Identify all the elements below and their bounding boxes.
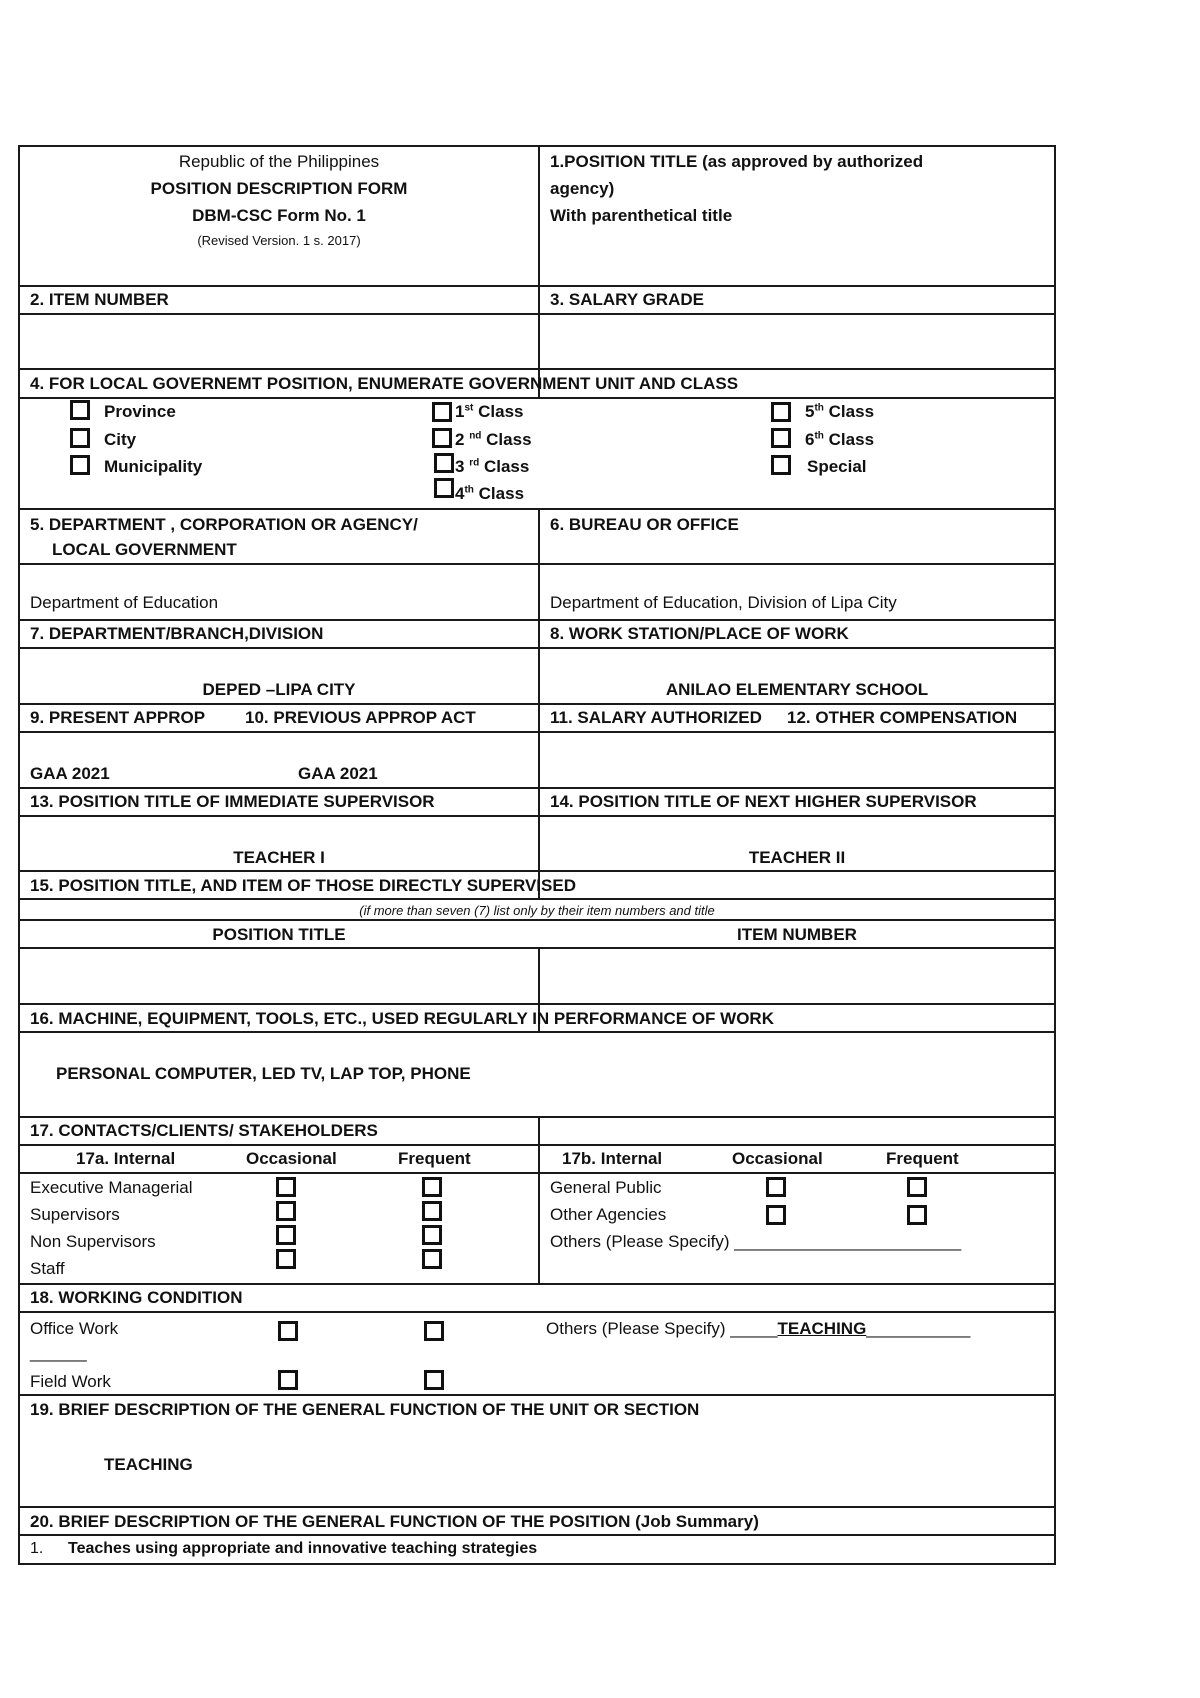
position-description-form	[18, 145, 1056, 1565]
supervised-note: (if more than seven (7) list only by their item numbers and title	[359, 903, 715, 918]
occasional-b-header: Occasional	[732, 1149, 823, 1168]
frequent-a-header: Frequent	[398, 1149, 471, 1168]
class-2-label: 2 $^{nd}$ Class	[455, 430, 532, 449]
class-5-label: 5th Class	[805, 402, 875, 421]
general-public-occasional-checkbox[interactable]	[766, 1177, 786, 1197]
row-divider	[20, 870, 1054, 872]
other-agencies-frequent-checkbox[interactable]	[907, 1205, 927, 1225]
present-approp-value: GAA 2021	[30, 764, 110, 783]
occasional-a-header: Occasional	[246, 1149, 337, 1168]
contact-b-other-agencies: Other Agencies	[550, 1205, 667, 1224]
office-work-occasional-checkbox[interactable]	[278, 1321, 298, 1341]
class-6-label: 6th Class	[805, 430, 875, 449]
form-number: DBM-CSC Form No. 1	[192, 206, 366, 225]
class-3-checkbox[interactable]	[434, 453, 454, 473]
non-supervisors-frequent-checkbox[interactable]	[422, 1225, 442, 1245]
row-divider	[20, 1506, 1054, 1508]
city-label: City	[104, 430, 137, 449]
province-checkbox[interactable]	[70, 400, 90, 420]
city-checkbox[interactable]	[70, 428, 90, 448]
job-summary-item-text: Teaches using appropriate and innovative teaching strategies	[68, 1540, 538, 1557]
row-divider	[20, 1283, 1054, 1285]
row-divider	[20, 703, 1054, 705]
revision-text: (Revised Version. 1 s. 2017)	[197, 233, 361, 248]
job-summary-label: 20. BRIEF DESCRIPTION OF THE GENERAL FUNCTION OF THE POSITION (Job Summary)	[30, 1512, 759, 1531]
column-divider	[538, 1116, 540, 1283]
row-divider	[20, 1394, 1054, 1396]
contact-a-executive: Executive Managerial	[30, 1178, 193, 1197]
immediate-supervisor-value: TEACHER I	[233, 848, 325, 867]
office-work-label: Office Work	[30, 1319, 119, 1338]
province-label: Province	[104, 402, 176, 421]
staff-frequent-checkbox[interactable]	[422, 1249, 442, 1269]
workstation-value: ANILAO ELEMENTARY SCHOOL	[665, 680, 929, 699]
row-divider	[20, 368, 1054, 370]
other-agencies-occasional-checkbox[interactable]	[766, 1205, 786, 1225]
row-divider	[20, 1172, 1054, 1174]
row-divider	[20, 1031, 1054, 1033]
executive-occasional-checkbox[interactable]	[276, 1177, 296, 1197]
position-title-column-header: POSITION TITLE	[212, 925, 346, 944]
contact-a-supervisors: Supervisors	[30, 1205, 120, 1224]
class-2-checkbox[interactable]	[432, 428, 452, 448]
field-work-occasional-checkbox[interactable]	[278, 1370, 298, 1390]
non-supervisors-occasional-checkbox[interactable]	[276, 1225, 296, 1245]
field-work-label: Field Work	[30, 1372, 111, 1391]
contact-b-general-public: General Public	[550, 1178, 662, 1197]
position-title-label: 1.POSITION TITLE (as approved by authorized	[550, 152, 924, 171]
branch-label: 7. DEPARTMENT/BRANCH,DIVISION	[30, 624, 324, 643]
row-divider	[20, 731, 1054, 733]
special-checkbox[interactable]	[771, 455, 791, 475]
local-government-label: LOCAL GOVERNMENT	[52, 540, 237, 559]
working-condition-label: 18. WORKING CONDITION	[30, 1288, 243, 1307]
working-others-continuation: ______	[30, 1343, 87, 1362]
column-divider	[538, 147, 540, 397]
bureau-label: 6. BUREAU OR OFFICE	[550, 515, 739, 534]
previous-approp-value: GAA 2021	[298, 764, 378, 783]
municipality-checkbox[interactable]	[70, 455, 90, 475]
row-divider	[20, 313, 1054, 315]
bureau-value: Department of Education, Division of Lipa City	[550, 593, 897, 612]
immediate-supervisor-label: 13. POSITION TITLE OF IMMEDIATE SUPERVISOR	[30, 792, 435, 811]
internal-b-header: 17b. Internal	[562, 1149, 663, 1168]
machines-label: 16. MACHINE, EQUIPMENT, TOOLS, ETC., USED REGULARLY IN PERFORMANCE OF WORK	[30, 1009, 774, 1028]
class-1-checkbox[interactable]	[432, 402, 452, 422]
column-divider	[538, 508, 540, 898]
next-supervisor-value: TEACHER II	[748, 848, 846, 867]
supervisors-frequent-checkbox[interactable]	[422, 1201, 442, 1221]
branch-value: DEPED –LIPA CITY	[202, 680, 356, 699]
supervisors-occasional-checkbox[interactable]	[276, 1201, 296, 1221]
form-title: POSITION DESCRIPTION FORM	[150, 179, 408, 198]
unit-function-value: TEACHING	[104, 1455, 193, 1474]
row-divider	[20, 647, 1054, 649]
unit-function-label: 19. BRIEF DESCRIPTION OF THE GENERAL FUNCTION OF THE UNIT OR SECTION	[30, 1400, 700, 1419]
class-6-checkbox[interactable]	[771, 428, 791, 448]
row-divider	[20, 815, 1054, 817]
row-divider	[20, 563, 1054, 565]
next-supervisor-label: 14. POSITION TITLE OF NEXT HIGHER SUPERVISOR	[550, 792, 977, 811]
row-divider	[20, 285, 1054, 287]
row-divider	[20, 619, 1054, 621]
local-gov-label: 4. FOR LOCAL GOVERNEMT POSITION, ENUMERATE GOVERNMENT UNIT AND CLASS	[30, 374, 739, 393]
row-divider	[20, 787, 1054, 789]
staff-occasional-checkbox[interactable]	[276, 1249, 296, 1269]
class-1-label: 1st Class	[455, 402, 524, 421]
special-label: Special	[807, 457, 867, 476]
other-compensation-label: 12. OTHER COMPENSATION	[787, 708, 1018, 727]
executive-frequent-checkbox[interactable]	[422, 1177, 442, 1197]
row-divider	[20, 508, 1054, 510]
office-work-frequent-checkbox[interactable]	[424, 1321, 444, 1341]
class-3-label: 3 $^{rd}$ Class	[455, 457, 530, 476]
row-divider	[20, 1311, 1054, 1313]
parenthetical-title-label: With parenthetical title	[550, 206, 733, 225]
machines-value: PERSONAL COMPUTER, LED TV, LAP TOP, PHONE	[56, 1064, 471, 1083]
row-divider	[20, 898, 1054, 900]
contact-a-non-supervisors: Non Supervisors	[30, 1232, 156, 1251]
row-divider	[20, 1003, 1054, 1005]
supervised-label: 15. POSITION TITLE, AND ITEM OF THOSE DIRECTLY SUPERVISED	[30, 876, 576, 895]
row-divider	[20, 1144, 1054, 1146]
present-approp-label: 9. PRESENT APPROP	[30, 708, 206, 727]
contacts-label: 17. CONTACTS/CLIENTS/ STAKEHOLDERS	[30, 1121, 378, 1140]
salary-grade-label: 3. SALARY GRADE	[550, 290, 704, 309]
row-divider	[20, 1534, 1054, 1536]
department-label: 5. DEPARTMENT , CORPORATION OR AGENCY/	[30, 515, 418, 534]
position-title-label-2: agency)	[550, 179, 615, 198]
previous-approp-label: 10. PREVIOUS APPROP ACT	[245, 708, 476, 727]
class-4-checkbox[interactable]	[434, 478, 454, 498]
row-divider	[20, 1116, 1054, 1118]
class-5-checkbox[interactable]	[771, 402, 791, 422]
frequent-b-header: Frequent	[886, 1149, 959, 1168]
item-number-label: 2. ITEM NUMBER	[30, 290, 169, 309]
salary-authorized-label: 11. SALARY AUTHORIZED	[550, 708, 762, 727]
municipality-label: Municipality	[104, 457, 203, 476]
item-number-column-header: ITEM NUMBER	[737, 925, 857, 944]
general-public-frequent-checkbox[interactable]	[907, 1177, 927, 1197]
contact-b-others: Others (Please Specify) ________________________	[550, 1232, 962, 1251]
field-work-frequent-checkbox[interactable]	[424, 1370, 444, 1390]
internal-a-header: 17a. Internal	[76, 1149, 176, 1168]
department-value: Department of Education	[30, 593, 219, 612]
row-divider	[20, 947, 1054, 949]
republic-text: Republic of the Philippines	[178, 152, 380, 171]
row-divider	[20, 397, 1054, 399]
working-others-label: Others (Please Specify) _____TEACHING___________	[546, 1319, 971, 1338]
job-summary-item-number: 1.	[30, 1540, 44, 1557]
class-4-label: 4th Class	[455, 484, 525, 503]
contact-a-staff: Staff	[30, 1259, 65, 1278]
workstation-label: 8. WORK STATION/PLACE OF WORK	[550, 624, 849, 643]
